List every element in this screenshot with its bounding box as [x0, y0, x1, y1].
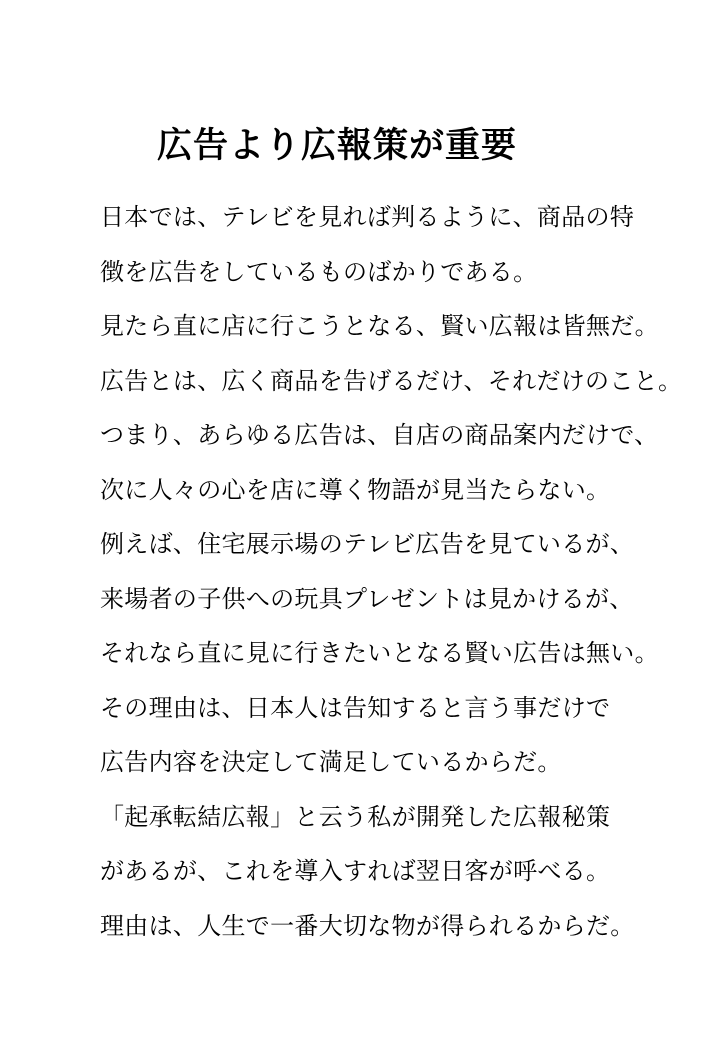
document-body — [100, 195, 700, 958]
body-line: 例えば、住宅展示場のテレビ広告を見ているが、 — [100, 530, 635, 558]
body-line: 徴を広告をしているものばかりである。 — [100, 257, 538, 286]
body-line: 理由は、人生で一番大切な物が得られるからだ。 — [100, 911, 635, 940]
body-line: 日本では、テレビを見れば判るように、商品の特 — [100, 203, 635, 231]
body-line: つまり、あらゆる広告は、自店の商品案内だけで、 — [100, 421, 659, 449]
body-line: があるが、これを導入すれば翌日客が呼べる。 — [100, 857, 611, 885]
body-line: その理由は、日本人は告知すると言う事だけで — [100, 693, 611, 722]
body-line: それなら直に見に行きたいとなる賢い広告は無い。 — [100, 639, 659, 667]
body-line: 「起承転結広報」と云う私が開発した広報秘策 — [100, 802, 611, 831]
body-line: 広告内容を決定して満足しているからだ。 — [100, 748, 562, 776]
body-line: 広告とは、広く商品を告げるだけ、それだけのこと。 — [100, 366, 683, 395]
body-line: 次に人々の心を店に導く物語が見当たらない。 — [100, 475, 611, 504]
body-line: 来場者の子供への玩具プレゼントは見かけるが、 — [100, 584, 634, 613]
document-title: 広告より広報策が重要 — [157, 126, 518, 166]
body-line: 見たら直に店に行こうとなる、賢い広報は皆無だ。 — [100, 312, 659, 340]
